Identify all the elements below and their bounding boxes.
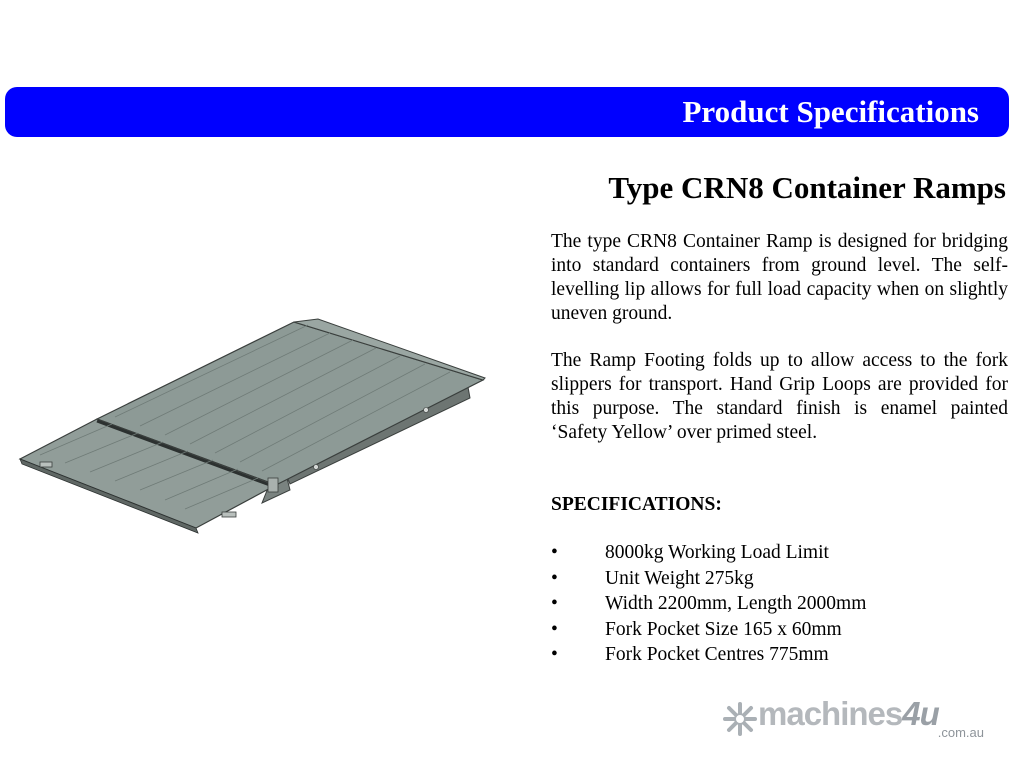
spec-item-text: 8000kg Working Load Limit bbox=[605, 542, 829, 563]
machines4u-logo bbox=[722, 695, 992, 743]
product-title: Type CRN8 Container Ramps bbox=[608, 170, 1006, 205]
container-ramp-image bbox=[18, 318, 488, 538]
logo-brand: machines bbox=[758, 695, 903, 732]
spec-item-text: Fork Pocket Centres 775mm bbox=[605, 644, 829, 666]
logo-wordmark bbox=[758, 695, 939, 733]
specifications-heading: SPECIFICATIONS: bbox=[551, 494, 722, 515]
bullet-icon: • bbox=[551, 567, 558, 589]
product-description-paragraph-1: The type CRN8 Container Ramp is designed for bridging into standard containers from ground level. The self-levelling lip allows for full load capacity when on slightly uneven ground. bbox=[551, 231, 1008, 324]
product-description-paragraph-2: The Ramp Footing folds up to allow access to the fork slippers for transport. Hand Grip Loops are provided for this purpose. The standard finish is enamel painted ‘Safety Yellow’ over primed steel. bbox=[551, 350, 1008, 443]
banner-title: Product Specifications bbox=[682, 94, 979, 129]
header-banner bbox=[5, 87, 1009, 137]
bullet-icon: • bbox=[551, 593, 558, 615]
spec-item-text: Width 2200mm, Length 2000mm bbox=[605, 593, 867, 615]
logo-brand-number: 4u bbox=[902, 695, 939, 732]
spec-item-text: Unit Weight 275kg bbox=[605, 567, 754, 589]
logo-domain: .com.au bbox=[937, 725, 984, 740]
gear-star-icon bbox=[722, 701, 758, 737]
bullet-icon: • bbox=[551, 644, 558, 666]
bullet-icon: • bbox=[551, 542, 558, 563]
bullet-icon: • bbox=[551, 618, 558, 640]
spec-item-text: Fork Pocket Size 165 x 60mm bbox=[605, 618, 842, 640]
